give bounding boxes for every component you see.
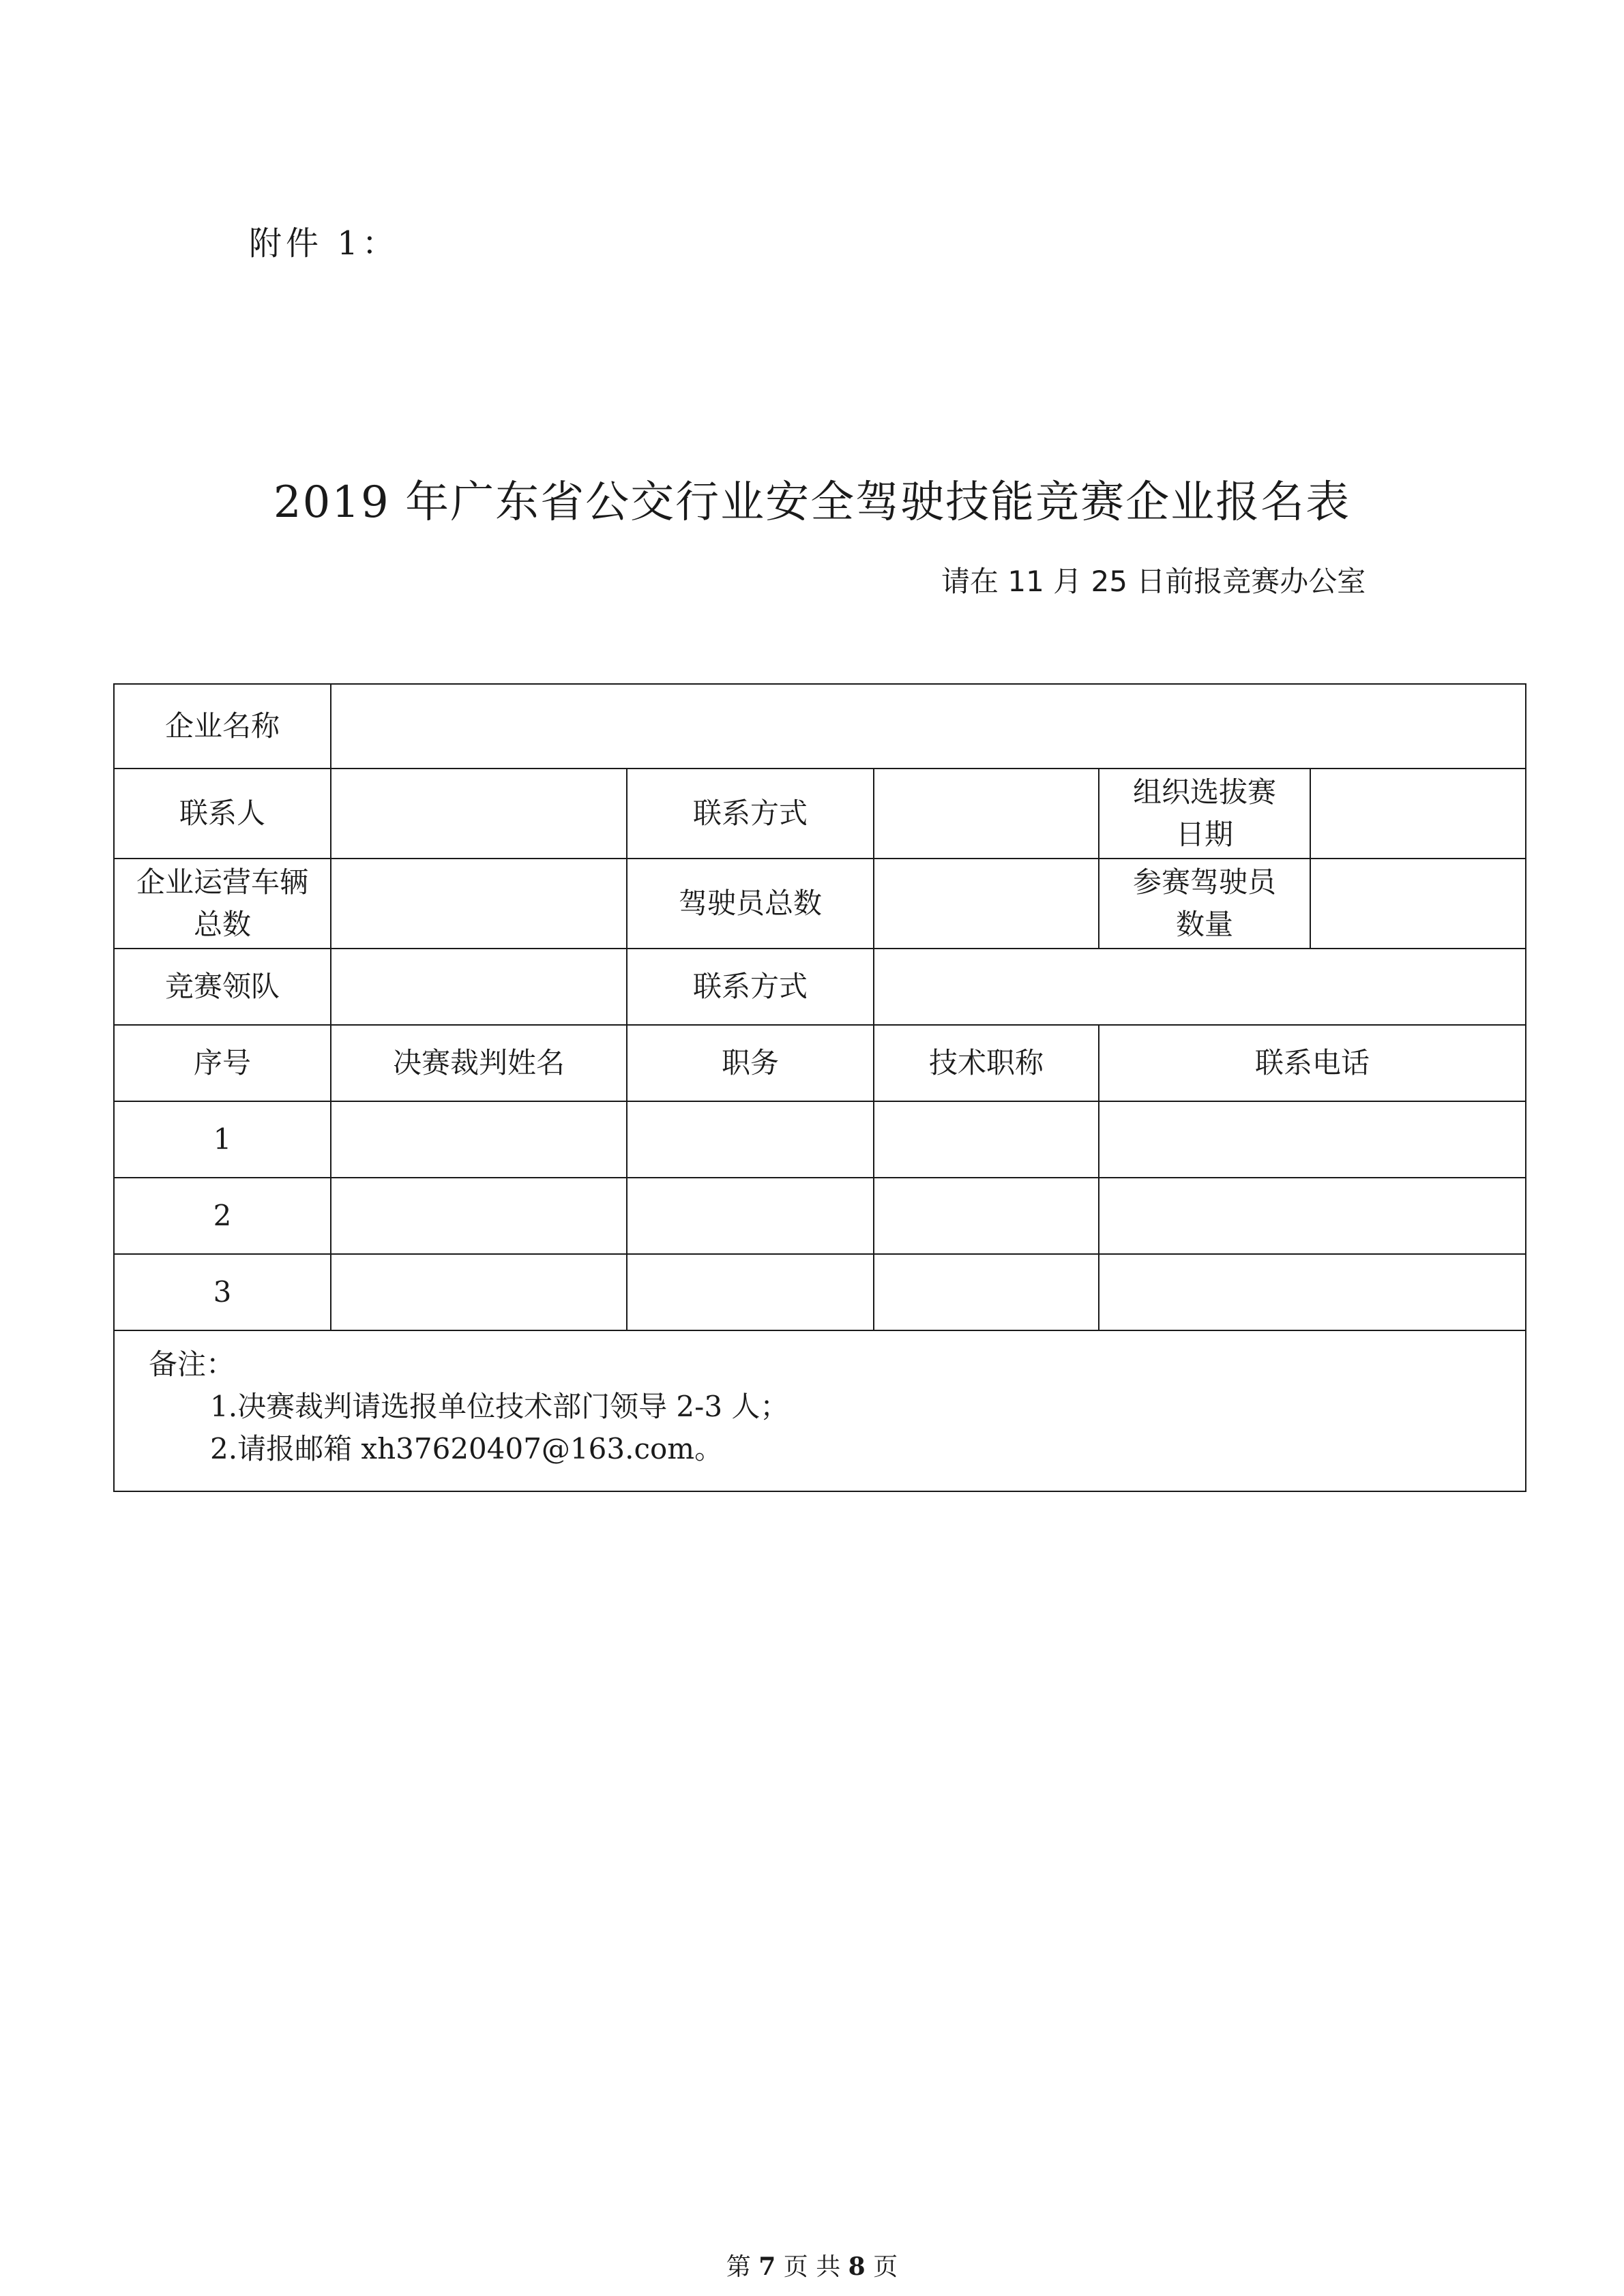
page-title: 2019 年广东省公交行业安全驾驶技能竞赛企业报名表 xyxy=(273,477,1351,528)
row-index: 1 xyxy=(114,1101,331,1178)
drivers-total-label: 驾驶员总数 xyxy=(627,859,874,949)
column-header-index: 序号 xyxy=(114,1025,331,1101)
phone-field[interactable] xyxy=(1099,1101,1526,1178)
selection-date-label-line1: 组织选拔赛 xyxy=(1132,775,1276,809)
table-row xyxy=(114,1101,1526,1178)
contact-method-field[interactable] xyxy=(874,769,1099,859)
phone-field[interactable] xyxy=(1099,1178,1526,1254)
referee-name-field[interactable] xyxy=(331,1101,627,1178)
team-leader-label: 竞赛领队 xyxy=(114,949,331,1025)
remarks-line: 1.决赛裁判请选报单位技术部门领导 2-3 人； xyxy=(210,1390,789,1423)
submission-notice: 请在 11 月 25 日前报竞赛办公室 xyxy=(941,565,1366,598)
position-field[interactable] xyxy=(627,1254,874,1330)
selection-date-label xyxy=(1099,769,1310,859)
attachment-label: 附件 1： xyxy=(249,224,399,263)
table-row xyxy=(114,1178,1526,1254)
selection-date-field[interactable] xyxy=(1310,769,1526,859)
footer-page-number: 7 xyxy=(758,2252,776,2281)
contact-person-field[interactable] xyxy=(331,769,627,859)
table-row xyxy=(114,1254,1526,1330)
table-row xyxy=(114,684,1526,769)
referee-name-field[interactable] xyxy=(331,1254,627,1330)
vehicles-total-field[interactable] xyxy=(331,859,627,949)
participants-field[interactable] xyxy=(1310,859,1526,949)
title-field[interactable] xyxy=(874,1101,1099,1178)
title-field[interactable] xyxy=(874,1178,1099,1254)
participants-label-line1: 参赛驾驶员 xyxy=(1132,865,1276,899)
vehicles-total-label-line2: 总数 xyxy=(193,908,251,941)
company-name-label: 企业名称 xyxy=(114,684,331,769)
remarks-row xyxy=(114,1330,1526,1491)
team-contact-label: 联系方式 xyxy=(627,949,874,1025)
table-header-row xyxy=(114,1025,1526,1101)
team-leader-field[interactable] xyxy=(331,949,627,1025)
team-contact-field[interactable] xyxy=(874,949,1526,1025)
column-header-phone: 联系电话 xyxy=(1099,1025,1526,1101)
position-field[interactable] xyxy=(627,1101,874,1178)
participants-label-line2: 数量 xyxy=(1175,908,1233,941)
company-name-field[interactable] xyxy=(331,684,1526,769)
column-header-title: 技术职称 xyxy=(874,1025,1099,1101)
remarks-cell xyxy=(114,1330,1526,1491)
column-header-position: 职务 xyxy=(627,1025,874,1101)
row-index: 3 xyxy=(114,1254,331,1330)
referee-name-field[interactable] xyxy=(331,1178,627,1254)
vehicles-total-label-line1: 企业运营车辆 xyxy=(136,865,308,899)
row-index: 2 xyxy=(114,1178,331,1254)
footer-prefix: 第 xyxy=(726,2253,751,2281)
selection-date-label-line2: 日期 xyxy=(1175,818,1233,851)
contact-method-label: 联系方式 xyxy=(627,769,874,859)
table-row xyxy=(114,949,1526,1025)
remarks-label: 备注： xyxy=(149,1347,235,1381)
position-field[interactable] xyxy=(627,1178,874,1254)
table-row xyxy=(114,769,1526,859)
footer-suffix: 页 xyxy=(873,2253,898,2281)
table-row xyxy=(114,859,1526,949)
vehicles-total-label xyxy=(114,859,331,949)
drivers-total-field[interactable] xyxy=(874,859,1099,949)
phone-field[interactable] xyxy=(1099,1254,1526,1330)
column-header-referee-name: 决赛裁判姓名 xyxy=(331,1025,627,1101)
title-field[interactable] xyxy=(874,1254,1099,1330)
contact-person-label: 联系人 xyxy=(114,769,331,859)
page-footer xyxy=(0,2248,1624,2282)
registration-form-table xyxy=(113,683,1526,1492)
remarks-line: 2.请报邮箱 xh37620407@163.com。 xyxy=(210,1432,724,1465)
participants-label xyxy=(1099,859,1310,949)
footer-middle: 页 共 xyxy=(783,2253,841,2281)
footer-total-pages: 8 xyxy=(848,2252,866,2281)
